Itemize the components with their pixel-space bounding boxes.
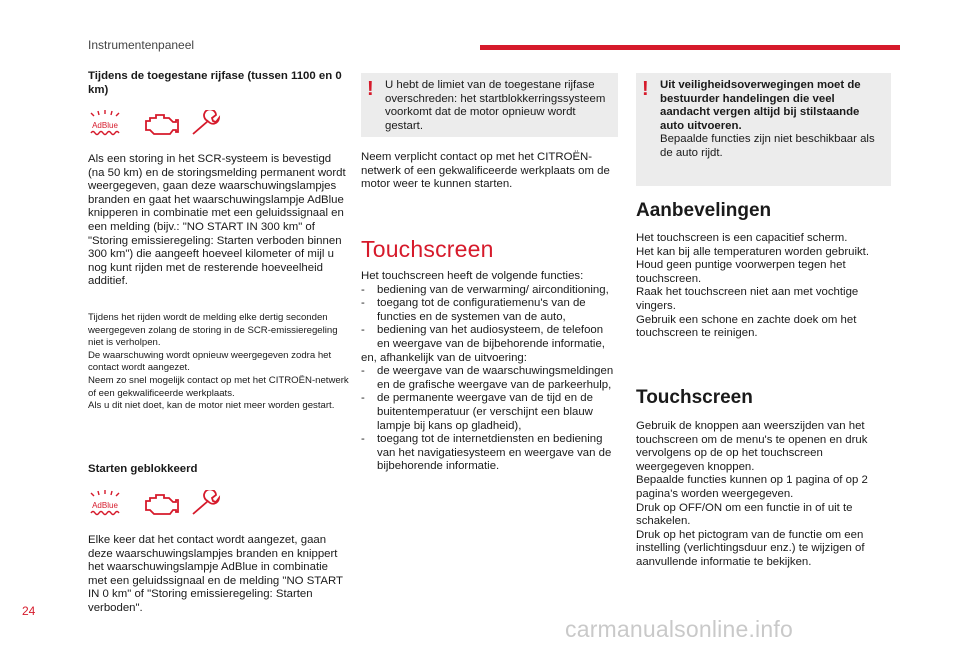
warning-icons-row-1	[88, 110, 350, 138]
warning-icons-row-2	[88, 490, 350, 518]
touchscreen-functions: Het touchscreen heeft de volgende functies: - bediening van de verwarming/ airconditioning, - toegang tot de configuratiemenu's van de functies en de systemen van de auto, - bediening van het audiosysteem, de telefoon en weergave van de bijbehorende informatie, en, afhankelijk van de uitvoering: - de weergave van de waarschuwingsmeldingen en de grafische weergave van de parkeerhulp, - de permanente weergave van de tijd en de buitentemperatuur (er verschijnt een blauw lampje bij kans op gladheid), - toegang tot de internetdiensten en bediening van het navigatiesysteem en weergave van de bijbehorende informatie.	[361, 270, 618, 474]
section-title: Instrumentenpaneel	[88, 38, 195, 52]
watermark: carmanualsonline.info	[565, 616, 793, 642]
engine-warning-icon	[142, 490, 180, 518]
service-wrench-icon	[190, 490, 222, 518]
touchscreen-subheading: Touchscreen	[636, 387, 753, 408]
driving-note: Tijdens het rijden wordt de melding elke dertig seconden weergegeven zolang de storing in de SCR-emissieregeling niet is verholpen. De waarschuwing wordt opnieuw weergegeven zodra het contact wordt aangezet. Neem zo snel mogelijk contact op met het CITROËN-netwerk of een gekwalificeerde werkplaats. Als u dit niet doet, kan de motor niet meer worden gestart.	[88, 312, 349, 412]
list-item: - bediening van de verwarming/ airconditioning,	[361, 284, 618, 298]
header-accent-bar	[480, 45, 900, 50]
exclamation-icon: !	[642, 78, 649, 100]
warning-box-safety: ! Uit veiligheidsoverwegingen moet de bestuurder handelingen die veel aandacht vergen altijd bij stilstaande auto uitvoeren. Bepaalde functies zijn niet beschikbaar als de auto rijdt.	[636, 73, 891, 186]
list-item: - toegang tot de configuratiemenu's van de functies en de systemen van de auto,	[361, 297, 618, 324]
touchscreen-heading: Touchscreen	[361, 236, 494, 262]
heading-permitted-driving-phase: Tijdens de toegestane rijfase (tussen 1100 en 0 km)	[88, 70, 342, 96]
functions-list-2	[361, 365, 618, 474]
list-item: - bediening van het audiosysteem, de telefoon en weergave van de bijbehorende informatie,	[361, 324, 618, 351]
recommendations-paragraph: Het touchscreen is een capacitief scherm. Het kan bij alle temperaturen worden gebruikt. Houd geen puntige voorwerpen tegen het touchscreen. Raak het touchscreen niet aan met vochtige vingers. Gebruik een schone en zachte doek om het touchscreen te reinigen.	[636, 232, 870, 340]
svg-text:AdBlue: AdBlue	[92, 501, 118, 510]
engine-warning-icon	[142, 110, 180, 138]
warning-box-limit: ! U hebt de limiet van de toegestane rijfase overschreden: het startblokkerringssysteem voorkomt dat de motor opnieuw wordt gestart.	[361, 73, 618, 137]
start-blocked-paragraph: Elke keer dat het contact wordt aangezet, gaan deze waarschuwingslampjes branden en knippert het waarschuwingslampje AdBlue in combinatie met een geluidssignaal en de melding "NO START IN 0 km" of "Storing emissieregeling: Starten verboden".	[88, 534, 343, 614]
heading-start-blocked: Starten geblokkeerd	[88, 463, 198, 475]
contact-network-paragraph: Neem verplicht contact op met het CITROËN-netwerk of een gekwalificeerde werkplaats om de motor weer te kunnen starten.	[361, 151, 610, 191]
svg-text:AdBlue: AdBlue	[92, 121, 118, 130]
scr-fault-paragraph: Als een storing in het SCR-systeem is bevestigd (na 50 km) en de storingsmelding permanent wordt weergegeven, gaan deze waarschuwingslampjes branden en gaat het waarschuwingslampje AdBlue knipperen in combinatie met een geluidssignaal en een melding (bijv.: "NO START IN 300 km" of "Storing emissieregeling: Starten verboden binnen 300 km") die aangeeft hoeveel kilometer of mijl u nog kunt rijden met de resterende hoeveelheid additief.	[88, 153, 346, 288]
adblue-warning-icon	[88, 490, 134, 518]
list-item: - de weergave van de waarschuwingsmeldingen en de grafische weergave van de parkeerhulp,	[361, 365, 618, 392]
touchscreen-usage-paragraph: Gebruik de knoppen aan weerszijden van het touchscreen om de menu's te openen en druk vervolgens op de op het touchscreen weergegeven knoppen. Bepaalde functies kunnen op 1 pagina of op 2 pagina's worden weergegeven. Druk op OFF/ON om een functie in of uit te schakelen. Druk op het pictogram van de functie om een instelling (verlichtingsduur enz.) te wijzigen of aanvullende informatie te bekijken.	[636, 420, 868, 568]
functions-list-1	[361, 284, 618, 352]
recommendations-heading: Aanbevelingen	[636, 200, 772, 221]
list-item: - de permanente weergave van de tijd en de buitentemperatuur (er verschijnt een blauw lampje bij kans op gladheid),	[361, 392, 618, 433]
page-number: 24	[22, 604, 36, 618]
exclamation-icon: !	[367, 78, 374, 100]
service-wrench-icon	[190, 110, 222, 138]
adblue-warning-icon	[88, 110, 134, 138]
list-item: - toegang tot de internetdiensten en bediening van het navigatiesysteem en weergave van de bijbehorende informatie.	[361, 433, 618, 474]
